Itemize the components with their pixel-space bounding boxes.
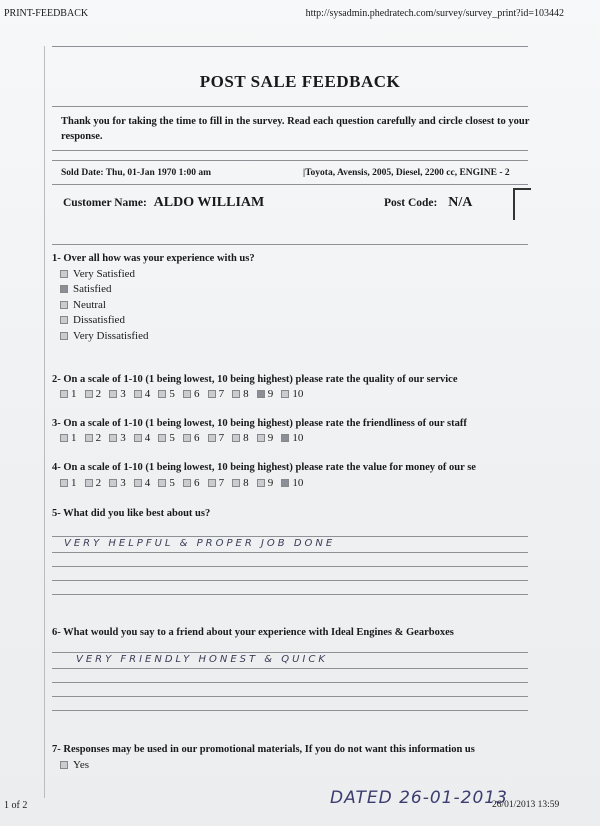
- scale-option-label: 2: [95, 432, 102, 444]
- scale-option-9[interactable]: [257, 432, 282, 444]
- scale-option-3[interactable]: [109, 477, 134, 489]
- scale-option-label: 4: [144, 388, 151, 400]
- scale-option-2[interactable]: [85, 477, 110, 489]
- scale-option-label: 9: [267, 477, 274, 489]
- checkbox-checked-icon[interactable]: [60, 285, 68, 293]
- scale-option-label: 8: [243, 388, 249, 400]
- scale-option-label: 8: [243, 477, 249, 489]
- checkbox-icon[interactable]: [158, 479, 166, 487]
- checkbox-icon[interactable]: [109, 434, 117, 442]
- checkbox-icon[interactable]: [232, 390, 240, 398]
- question-3-scale: [60, 432, 306, 444]
- checkbox-icon[interactable]: [60, 332, 68, 340]
- answer-line: [52, 552, 528, 553]
- vehicle-info: |Toyota, Avensis, 2005, Diesel, 2200 cc, ENGINE - 2: [303, 168, 510, 178]
- checkbox-icon[interactable]: [60, 390, 68, 398]
- answer-line: [52, 594, 528, 595]
- divider-intro-bottom: [52, 150, 528, 151]
- question-5-answer: VERY HELPFUL & PROPER JOB DONE: [64, 538, 336, 549]
- checkbox-icon[interactable]: [85, 434, 93, 442]
- checkbox-icon[interactable]: [257, 479, 265, 487]
- checkbox-icon[interactable]: [232, 479, 240, 487]
- answer-line: [52, 696, 528, 697]
- checkbox-icon[interactable]: [257, 434, 265, 442]
- scale-option-label: 5: [169, 432, 175, 444]
- scale-option-3[interactable]: [109, 432, 134, 444]
- scale-option-label: 10: [292, 477, 304, 489]
- post-code-row: [384, 195, 472, 211]
- checkbox-icon[interactable]: [134, 434, 142, 442]
- checkbox-icon[interactable]: [134, 479, 142, 487]
- scale-option-label: 2: [95, 477, 102, 489]
- checkbox-icon[interactable]: [208, 390, 216, 398]
- answer-line: [52, 536, 528, 537]
- scale-option-label: 1: [71, 432, 77, 444]
- scale-option-4[interactable]: [134, 432, 159, 444]
- scale-option-label: 4: [144, 432, 151, 444]
- print-header-label: PRINT-FEEDBACK: [4, 8, 89, 19]
- sold-row: [61, 168, 531, 178]
- customer-name-row: [63, 195, 264, 211]
- answer-line: [52, 580, 528, 581]
- handwritten-date: DATED 26-01-2013: [330, 788, 508, 808]
- scale-option-5[interactable]: [158, 388, 183, 400]
- divider-intro-top: [52, 106, 528, 107]
- checkbox-icon[interactable]: [60, 761, 68, 769]
- question-2-scale: [60, 388, 306, 400]
- checkbox-checked-icon[interactable]: [257, 390, 265, 398]
- answer-line: [52, 668, 528, 669]
- scale-option-10[interactable]: [281, 432, 306, 444]
- sold-date-value: Thu, 01-Jan 1970 1:00 am: [105, 168, 212, 178]
- scale-option-5[interactable]: [158, 432, 183, 444]
- customer-name-label: Customer Name:: [63, 197, 147, 209]
- scale-option-7[interactable]: [208, 432, 233, 444]
- scale-option-label: 7: [218, 388, 225, 400]
- scale-option-1[interactable]: [60, 432, 85, 444]
- checkbox-checked-icon[interactable]: [281, 434, 289, 442]
- scale-option-2[interactable]: [85, 388, 110, 400]
- scale-option-label: 3: [120, 432, 126, 444]
- scale-option-4[interactable]: [134, 388, 159, 400]
- scale-option-label: 6: [193, 388, 200, 400]
- checkbox-icon[interactable]: [183, 479, 191, 487]
- scale-option-label: 6: [193, 477, 200, 489]
- scale-option-label: 6: [193, 432, 200, 444]
- checkbox-icon[interactable]: [232, 434, 240, 442]
- scale-option-label: 9: [267, 388, 274, 400]
- option-yes[interactable]: Yes: [60, 757, 89, 773]
- intro-text: Thank you for taking the time to fill in the survey. Read each question carefully and circle closest to your response.: [61, 116, 530, 142]
- scale-option-label: 1: [71, 388, 77, 400]
- survey-title: POST SALE FEEDBACK: [199, 72, 401, 91]
- post-code-label: Post Code:: [384, 197, 438, 209]
- option-very-satisfied[interactable]: Very Satisfied: [60, 266, 148, 282]
- scale-option-10[interactable]: [281, 388, 306, 400]
- scale-option-label: 7: [218, 432, 225, 444]
- checkbox-icon[interactable]: [208, 479, 216, 487]
- scale-option-label: 5: [169, 477, 175, 489]
- divider-customer-bottom: [52, 244, 528, 245]
- checkbox-icon[interactable]: [281, 390, 289, 398]
- checkbox-checked-icon[interactable]: [281, 479, 289, 487]
- checkbox-icon[interactable]: [134, 390, 142, 398]
- scale-option-3[interactable]: [109, 388, 134, 400]
- option-dissatisfied[interactable]: Dissatisfied: [60, 313, 148, 329]
- scale-option-6[interactable]: [183, 432, 208, 444]
- scale-option-label: 9: [267, 432, 274, 444]
- print-header-url: http://sysadmin.phedratech.com/survey/survey_print?id=103442: [305, 8, 564, 19]
- question-6: 6- What would you say to a friend about your experience with Ideal Engines & Gearboxes: [52, 627, 454, 638]
- divider-sold-bottom: [52, 184, 528, 185]
- scale-option-label: 3: [120, 388, 126, 400]
- scale-option-8[interactable]: [232, 477, 257, 489]
- divider-sold-top: [52, 160, 528, 161]
- scale-option-7[interactable]: [208, 388, 233, 400]
- scale-option-label: 10: [292, 432, 304, 444]
- print-timestamp: 26/01/2013 13:59: [492, 800, 560, 810]
- checkbox-icon[interactable]: [183, 434, 191, 442]
- customer-name-value: ALDO WILLIAM: [153, 195, 265, 210]
- checkbox-icon[interactable]: [60, 270, 68, 278]
- scale-option-10[interactable]: [281, 477, 306, 489]
- question-1: 1- Over all how was your experience with us?: [52, 253, 255, 264]
- answer-line: [52, 652, 528, 653]
- scale-option-9[interactable]: [257, 388, 282, 400]
- checkbox-icon[interactable]: [85, 390, 93, 398]
- checkbox-icon[interactable]: [158, 390, 166, 398]
- checkbox-icon[interactable]: [85, 479, 93, 487]
- checkbox-icon[interactable]: [60, 316, 68, 324]
- checkbox-icon[interactable]: [60, 301, 68, 309]
- sold-date-label: Sold Date:: [61, 168, 104, 178]
- corner-bracket: [513, 188, 531, 220]
- question-4: 4- On a scale of 1-10 (1 being lowest, 10 being highest) please rate the value for money of our se: [52, 462, 476, 473]
- checkbox-icon[interactable]: [183, 390, 191, 398]
- scale-option-1[interactable]: [60, 477, 85, 489]
- scale-option-8[interactable]: [232, 432, 257, 444]
- scale-option-4[interactable]: [134, 477, 159, 489]
- scale-option-label: 2: [95, 388, 102, 400]
- answer-line: [52, 710, 528, 711]
- option-neutral[interactable]: Neutral: [60, 297, 148, 313]
- answer-line: [52, 566, 528, 567]
- scale-option-1[interactable]: [60, 388, 85, 400]
- page-number: 1 of 2: [4, 800, 28, 811]
- checkbox-icon[interactable]: [60, 479, 68, 487]
- scale-option-6[interactable]: [183, 388, 208, 400]
- question-7: 7- Responses may be used in our promotional materials, If you do not want this information us: [52, 744, 475, 755]
- question-7-options: [60, 757, 89, 773]
- divider-top: [52, 46, 528, 47]
- answer-line: [52, 682, 528, 683]
- checkbox-icon[interactable]: [208, 434, 216, 442]
- scale-option-6[interactable]: [183, 477, 208, 489]
- checkbox-icon[interactable]: [60, 434, 68, 442]
- scale-option-label: 1: [71, 477, 77, 489]
- scale-option-label: 7: [218, 477, 225, 489]
- scale-option-2[interactable]: [85, 432, 110, 444]
- checkbox-icon[interactable]: [109, 390, 117, 398]
- scale-option-9[interactable]: [257, 477, 282, 489]
- question-6-answer: VERY FRIENDLY HONEST & QUICK: [76, 654, 328, 665]
- scale-option-label: 3: [120, 477, 126, 489]
- scale-option-8[interactable]: [232, 388, 257, 400]
- question-5: 5- What did you like best about us?: [52, 508, 211, 519]
- scale-option-label: 4: [144, 477, 151, 489]
- scale-option-label: 8: [243, 432, 249, 444]
- question-4-scale: [60, 477, 306, 489]
- scale-option-7[interactable]: [208, 477, 233, 489]
- scale-option-label: 10: [292, 388, 304, 400]
- scale-option-label: 5: [169, 388, 175, 400]
- question-1-options: [60, 266, 148, 344]
- checkbox-icon[interactable]: [158, 434, 166, 442]
- question-3: 3- On a scale of 1-10 (1 being lowest, 10 being highest) please rate the friendliness of our staff: [52, 418, 467, 429]
- question-2: 2- On a scale of 1-10 (1 being lowest, 10 being highest) please rate the quality of our service: [52, 374, 458, 385]
- option-very-dissatisfied[interactable]: Very Dissatisfied: [60, 328, 148, 344]
- post-code-value: N/A: [448, 195, 473, 210]
- scale-option-5[interactable]: [158, 477, 183, 489]
- checkbox-icon[interactable]: [109, 479, 117, 487]
- option-satisfied[interactable]: Satisfied: [60, 282, 148, 298]
